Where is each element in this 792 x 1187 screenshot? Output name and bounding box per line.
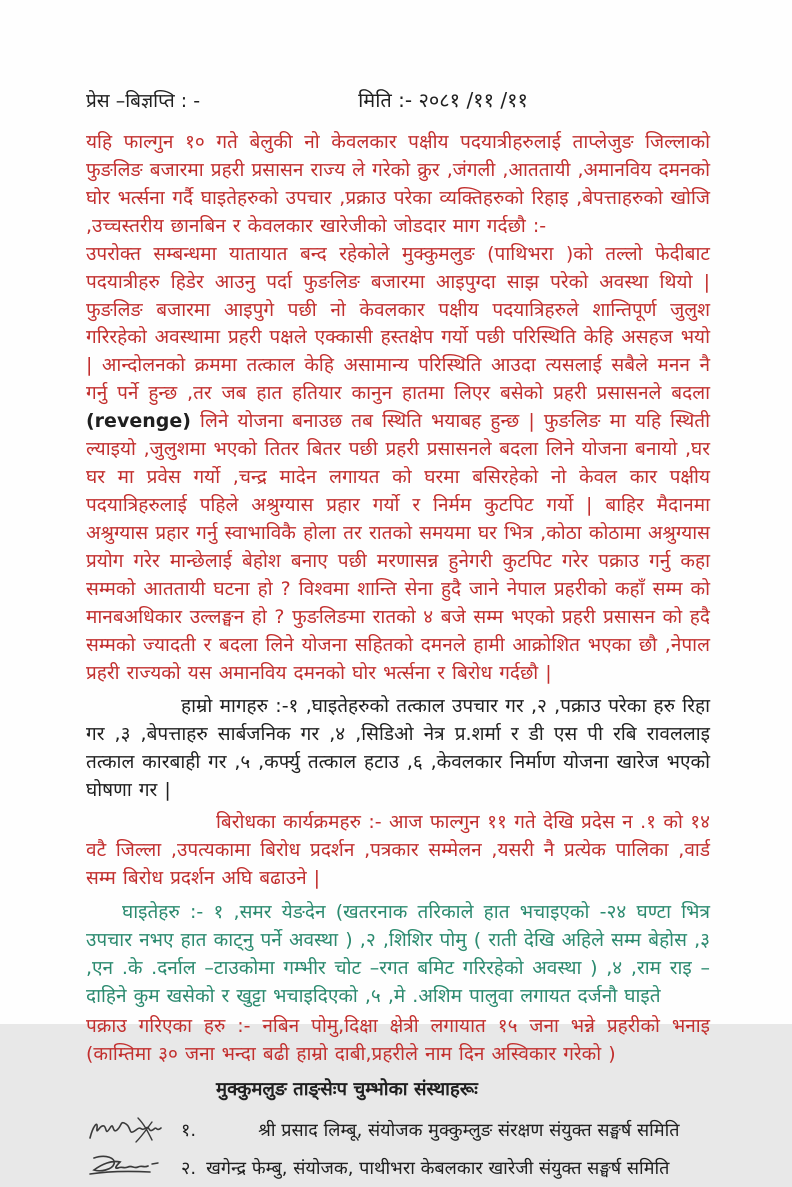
- signatory-text: श्री प्रसाद लिम्बू, संयोजक मुक्कुम्लुङ संरक्षण संयुक्त सङ्घर्ष समिति: [258, 1120, 680, 1142]
- signatory-text: खगेन्द्र फेम्बु, संयोजक, पाथीभरा केबलकार खारेजी संयुक्त सङ्घर्ष समिति: [206, 1158, 670, 1180]
- handwritten-signature-2: [86, 1150, 181, 1186]
- body-text-before-revenge: उपरोक्त सम्बन्धमा यातायात बन्द रहेकोले मुक्कुमलुङ (पाथिभरा )को तल्लो फेदीबाट पदयात्रीहरु हिडेर आउनु पर्दा फुङलिङ बजारमा आइपुग्दा साझ परेको अवस्था थियो | फुङलिङ बजारमा आइपुगे पछी नो केवलकार पक्षीय पदयात्रिहरुले शान्तिपूर्ण जुलुश गरिरहेको अवस्थामा प्रहरी पक्षले एक्कासी हस्तक्षेप गर्यो पछी परिस्थिति केहि असहज भयो | आन्दोलनको क्रममा तत्काल केहि असामान्य परिस्थिति आउदा त्यसलाई सबैले मनन नै गर्नु पर्ने हुन्छ ,तर जब हात हतियार कानुन हातमा लिएर बसेको प्रहरी प्रसासनले बदला: [86, 242, 710, 405]
- signatory-row-2: [86, 1149, 710, 1187]
- signatory-number: १.: [181, 1120, 197, 1142]
- revenge-word: (revenge): [86, 410, 191, 433]
- body-text-after-revenge: लिने योजना बनाउछ तब स्थिति भयाबह हुन्छ | फुङलिङ मा यहि स्थिती ल्याइयो ,जुलुशमा भएको तितर बितर पछी प्रहरी प्रसासनले बदला लिने योजना बनायो ,घर घर मा प्रवेस गर्यो ,चन्द्र मादेन लगायत को घरमा बसिरहेको नो केवल कार पक्षीय पदयात्रिहरुलाई पहिले अश्रुग्यास प्रहार गर्यो र निर्मम कुटपिट गर्यो | बाहिर मैदानमा अश्रुग्यास प्रहार गर्नु स्वाभाविकै होला तर रातको समयमा घर भित्र ,कोठा कोठामा अश्रुग्यास प्रयोग गरेर मान्छेलाई बेहोश बनाए पछी मरणासन्न हुनेगरी कुटपिट गरेर पक्राउ गर्नु कहा सम्मको आततायी घटना हो ? विश्वमा शान्ति सेना हुदै जाने नेपाल प्रहरीको कहाँ सम्म को मानबअधिकार उल्लङ्घन हो ? फुङलिङमा रातको ४ बजे सम्म भएको प्रहरी प्रसासन को हदै सम्मको ज्यादती र बदला लिने योजना सहितको दमनले हामी आक्रोशित भएका छौ ,नेपाल प्रहरी राज्यको यस अमानविय दमनको घोर भर्त्सना र बिरोध गर्दछौ |: [86, 410, 710, 684]
- paragraph-demands-list: हाम्रो मागहरु :-१ ,घाइतेहरुको तत्काल उपचार गर ,२ ,पक्राउ परेका हरु रिहा गर ,३ ,बेपत्ताहरु सार्बजनिक गर ,४ ,सिडिओ नेत्र प्र.शर्मा र डी एस पी रबि रावललाइ तत्काल कारबाही गर ,५ ,कर्फ्यु तत्काल हटाउ ,६ ,केवलकार निर्माण योजना खारेज भएको घोषणा गर |: [86, 695, 710, 802]
- paragraph-demand-intro: यहि फाल्गुन १० गते बेलुकी नो केवलकार पक्षीय पदयात्रीहरुलाई ताप्लेजुङ जिल्लाको फुङलिङ बजारमा प्रहरी प्रसासन राज्य ले गरेको क्रुर ,जंगली ,आततायी ,अमानविय दमनको घोर भर्त्सना गर्दै घाइतेहरुको उपचार ,प्रक्राउ परेका व्यक्तिहरुको रिहाइ ,बेपत्ताहरुको खोजि ,उच्चस्तरीय छानबिन र केवलकार खारेजीको जोडदार माग गर्दछौ :-: [86, 131, 710, 237]
- paragraph-injured-list: घाइतेहरु :- १ ,समर येङदेन (खतरनाक तरिकाले हात भचाइएको -२४ घण्टा भित्र उपचार नभए हात काट्नु पर्ने अवस्था ) ,२ ,शिशिर पोमु ( राती देखि अहिले सम्म बेहोस ,३ ,एन .के .दर्नाल –टाउकोमा गम्भीर चोट –रगत बमिट गरिरहेको अवस्था ) ,४ ,राम राइ – दाहिने कुम खसेको र खुट्टा भचाइदिएको ,५ ,मे .अशिम पालुवा लगायत दर्जनौ घाइते: [86, 900, 710, 1007]
- press-release-label: प्रेस –बिज्ञप्ति : -: [86, 90, 201, 112]
- document-header: [86, 86, 710, 113]
- paragraph-arrested-list: पक्राउ गरिएका हरु :- नबिन पोमु,दिक्षा क्षेत्री लगायात १५ जना भन्ने प्रहरीको भनाइ (काम्तिमा ३० जना भन्दा बढी हाम्रो दाबी,प्रहरीले नाम दिन अस्विकार गरेको ): [86, 1014, 710, 1065]
- paragraph-main-body: [86, 241, 710, 688]
- signatory-number: २.: [181, 1158, 197, 1180]
- handwritten-signature-1: [86, 1112, 181, 1148]
- document-date: मिति :- २०८१ /११ /११: [358, 88, 528, 112]
- signatory-row-1: [86, 1111, 710, 1149]
- organizations-heading: मुक्कुमलुङ ताङ्सेःप चुम्भोका संस्थाहरूः: [216, 1079, 478, 1101]
- paragraph-protest-programs: बिरोधका कार्यक्रमहरु :- आज फाल्गुन ११ गते देखि प्रदेस न .१ को १४ वटै जिल्ला ,उपत्यकामा बिरोध प्रदर्शन ,पत्रकार सम्मेलन ,यसरी नै प्रत्येक पालिका ,वार्ड सम्म बिरोध प्रदर्शन अघि बढाउने |: [86, 811, 710, 889]
